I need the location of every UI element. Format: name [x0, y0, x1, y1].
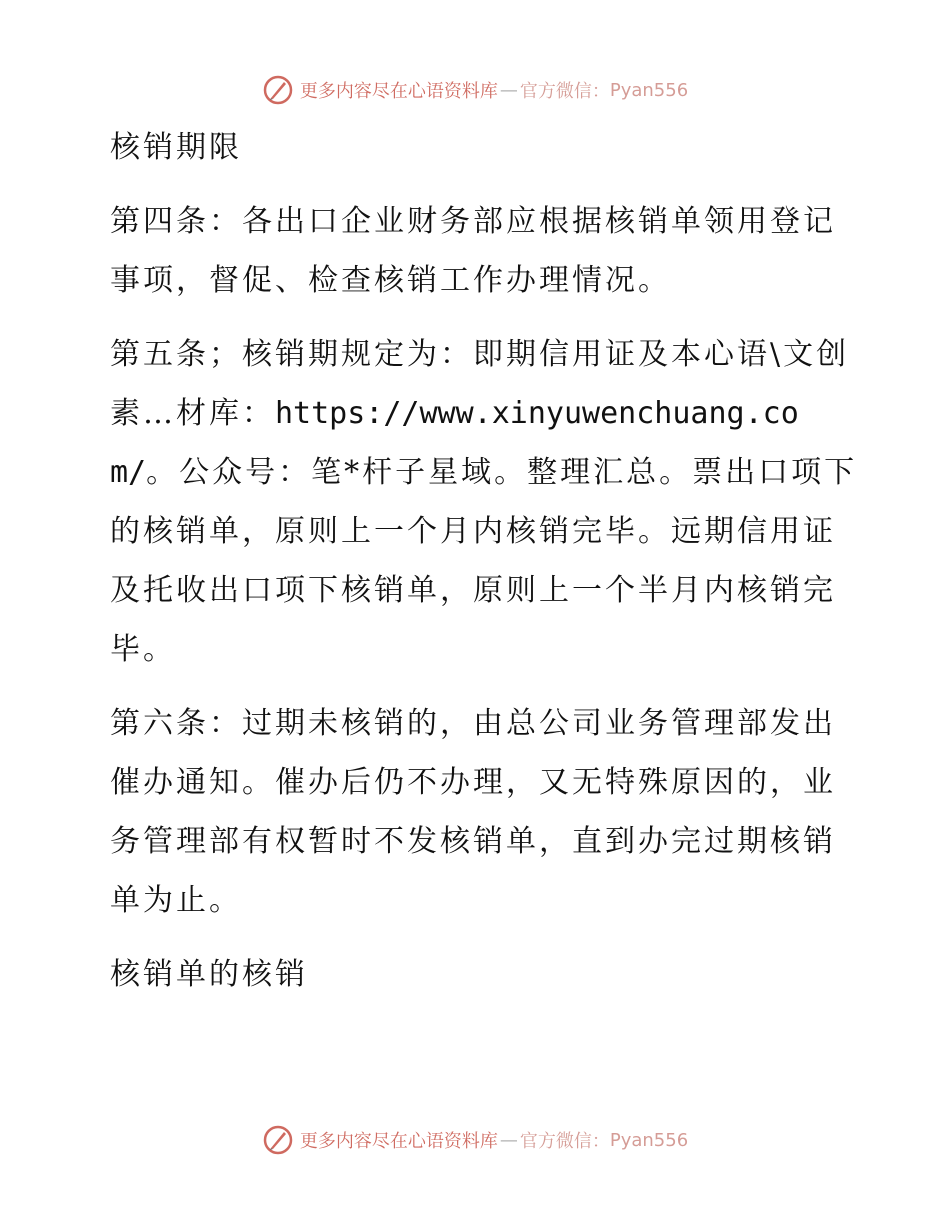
article-5-url: https://www.xinyuwenchuang.com/	[110, 396, 799, 490]
watermark-account: Pyan556	[609, 79, 689, 101]
watermark-brand-text: 更多内容尽在心语资料库	[299, 81, 498, 102]
watermark-separator: —	[499, 1129, 518, 1151]
feather-pen-logo-icon	[262, 74, 294, 106]
watermark-label: 官方微信：	[519, 81, 610, 102]
article-6-paragraph: 第六条：过期未核销的，由总公司业务管理部发出催办通知。催办后仍不办理，又无特殊原因的，业务管理部有权暂时不发核销单，直到办完过期核销单为止。	[110, 706, 836, 918]
section-heading-verification: 核销单的核销	[110, 957, 308, 992]
article-4-paragraph: 第四条：各出口企业财务部应根据核销单领用登记事项，督促、检查核销工作办理情况。	[110, 204, 836, 298]
feather-pen-logo-icon	[262, 1124, 294, 1156]
document-body	[100, 118, 860, 1019]
header-watermark	[0, 70, 950, 110]
section-heading-deadline: 核销期限	[110, 130, 242, 165]
watermark-brand-text: 更多内容尽在心语资料库	[299, 1131, 498, 1152]
watermark-account: Pyan556	[609, 1129, 689, 1151]
watermark-label: 官方微信：	[519, 1131, 610, 1152]
article-5-text-part1: 第五条；核销期规定为：即期信用证及本心语\文创素…材库：	[110, 337, 850, 431]
watermark-separator: —	[499, 79, 518, 101]
footer-watermark	[0, 1120, 950, 1160]
article-5-paragraph	[100, 325, 860, 679]
article-5-text-part2: 。公众号：笔*杆子星域。整理汇总。票出口项下的核销单，原则上一个月内核销完毕。远期信用证及托收出口项下核销单，原则上一个半月内核销完毕。	[110, 455, 858, 667]
